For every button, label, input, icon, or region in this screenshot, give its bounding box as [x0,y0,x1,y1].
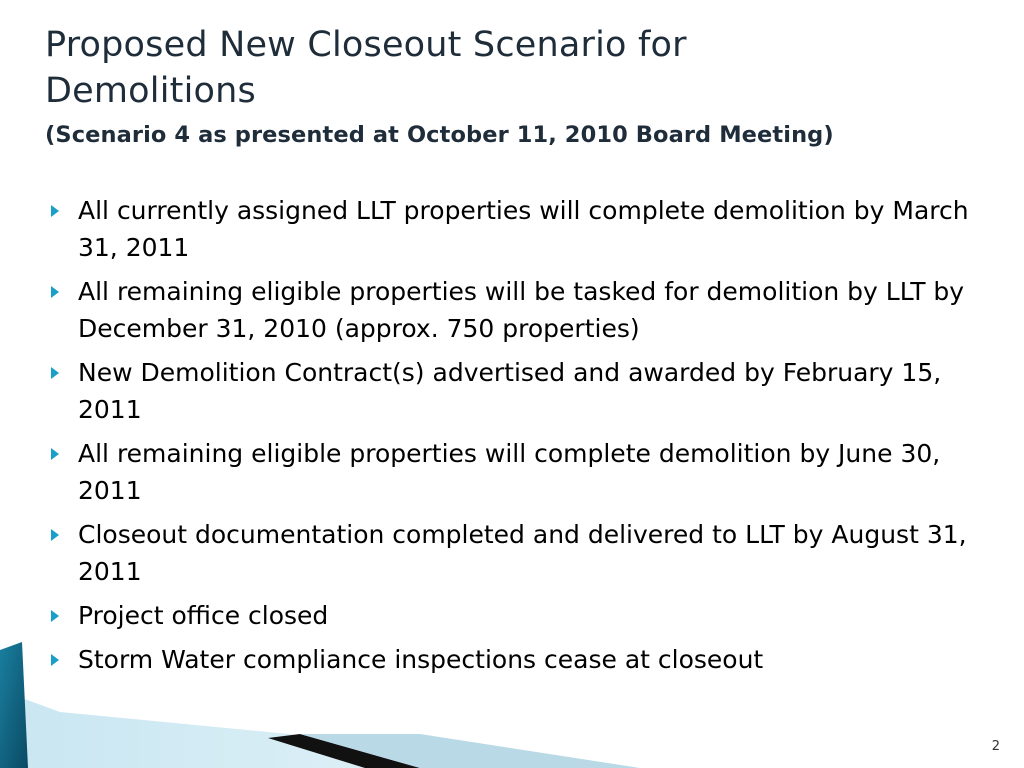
teal-swoosh [0,642,28,768]
bullet-arrow-icon [51,610,59,622]
bullet-item [45,516,975,590]
bullet-arrow-icon [51,448,59,460]
bullet-text: New Demolition Contract(s) advertised and awarded by February 15, 2011 [78,358,942,424]
bullet-item [45,192,975,266]
bullet-arrow-icon [51,654,59,666]
bullet-text: All remaining eligible properties will be tasked for demolition by LLT by December 31, 2010 (approx. 750 properties) [78,277,965,343]
slide-title-line-1: Proposed New Closeout Scenario for [45,25,687,65]
bullet-item [45,354,975,428]
slide-title-line-2: Demolitions [45,71,256,111]
bullet-arrow-icon [51,205,59,217]
bullet-list [45,192,975,685]
bullet-item [45,273,975,347]
bullet-text: All remaining eligible properties will complete demolition by June 30, 2011 [78,439,941,505]
bullet-text: Storm Water compliance inspections cease at closeout [78,645,764,674]
bullet-item [45,641,975,678]
bullet-text: Project office closed [78,601,329,630]
bullet-item [45,435,975,509]
bullet-item [45,597,975,634]
title-block [45,22,985,150]
page-number: 2 [991,739,1000,754]
bullet-arrow-icon [51,286,59,298]
slide-subtitle: (Scenario 4 as presented at October 11, 2010 Board Meeting) [45,122,834,148]
bullet-text: Closeout documentation completed and delivered to LLT by August 31, 2011 [78,520,967,586]
bullet-arrow-icon [51,529,59,541]
bullet-arrow-icon [51,367,59,379]
bullet-text: All currently assigned LLT properties will complete demolition by March 31, 2011 [78,196,969,262]
